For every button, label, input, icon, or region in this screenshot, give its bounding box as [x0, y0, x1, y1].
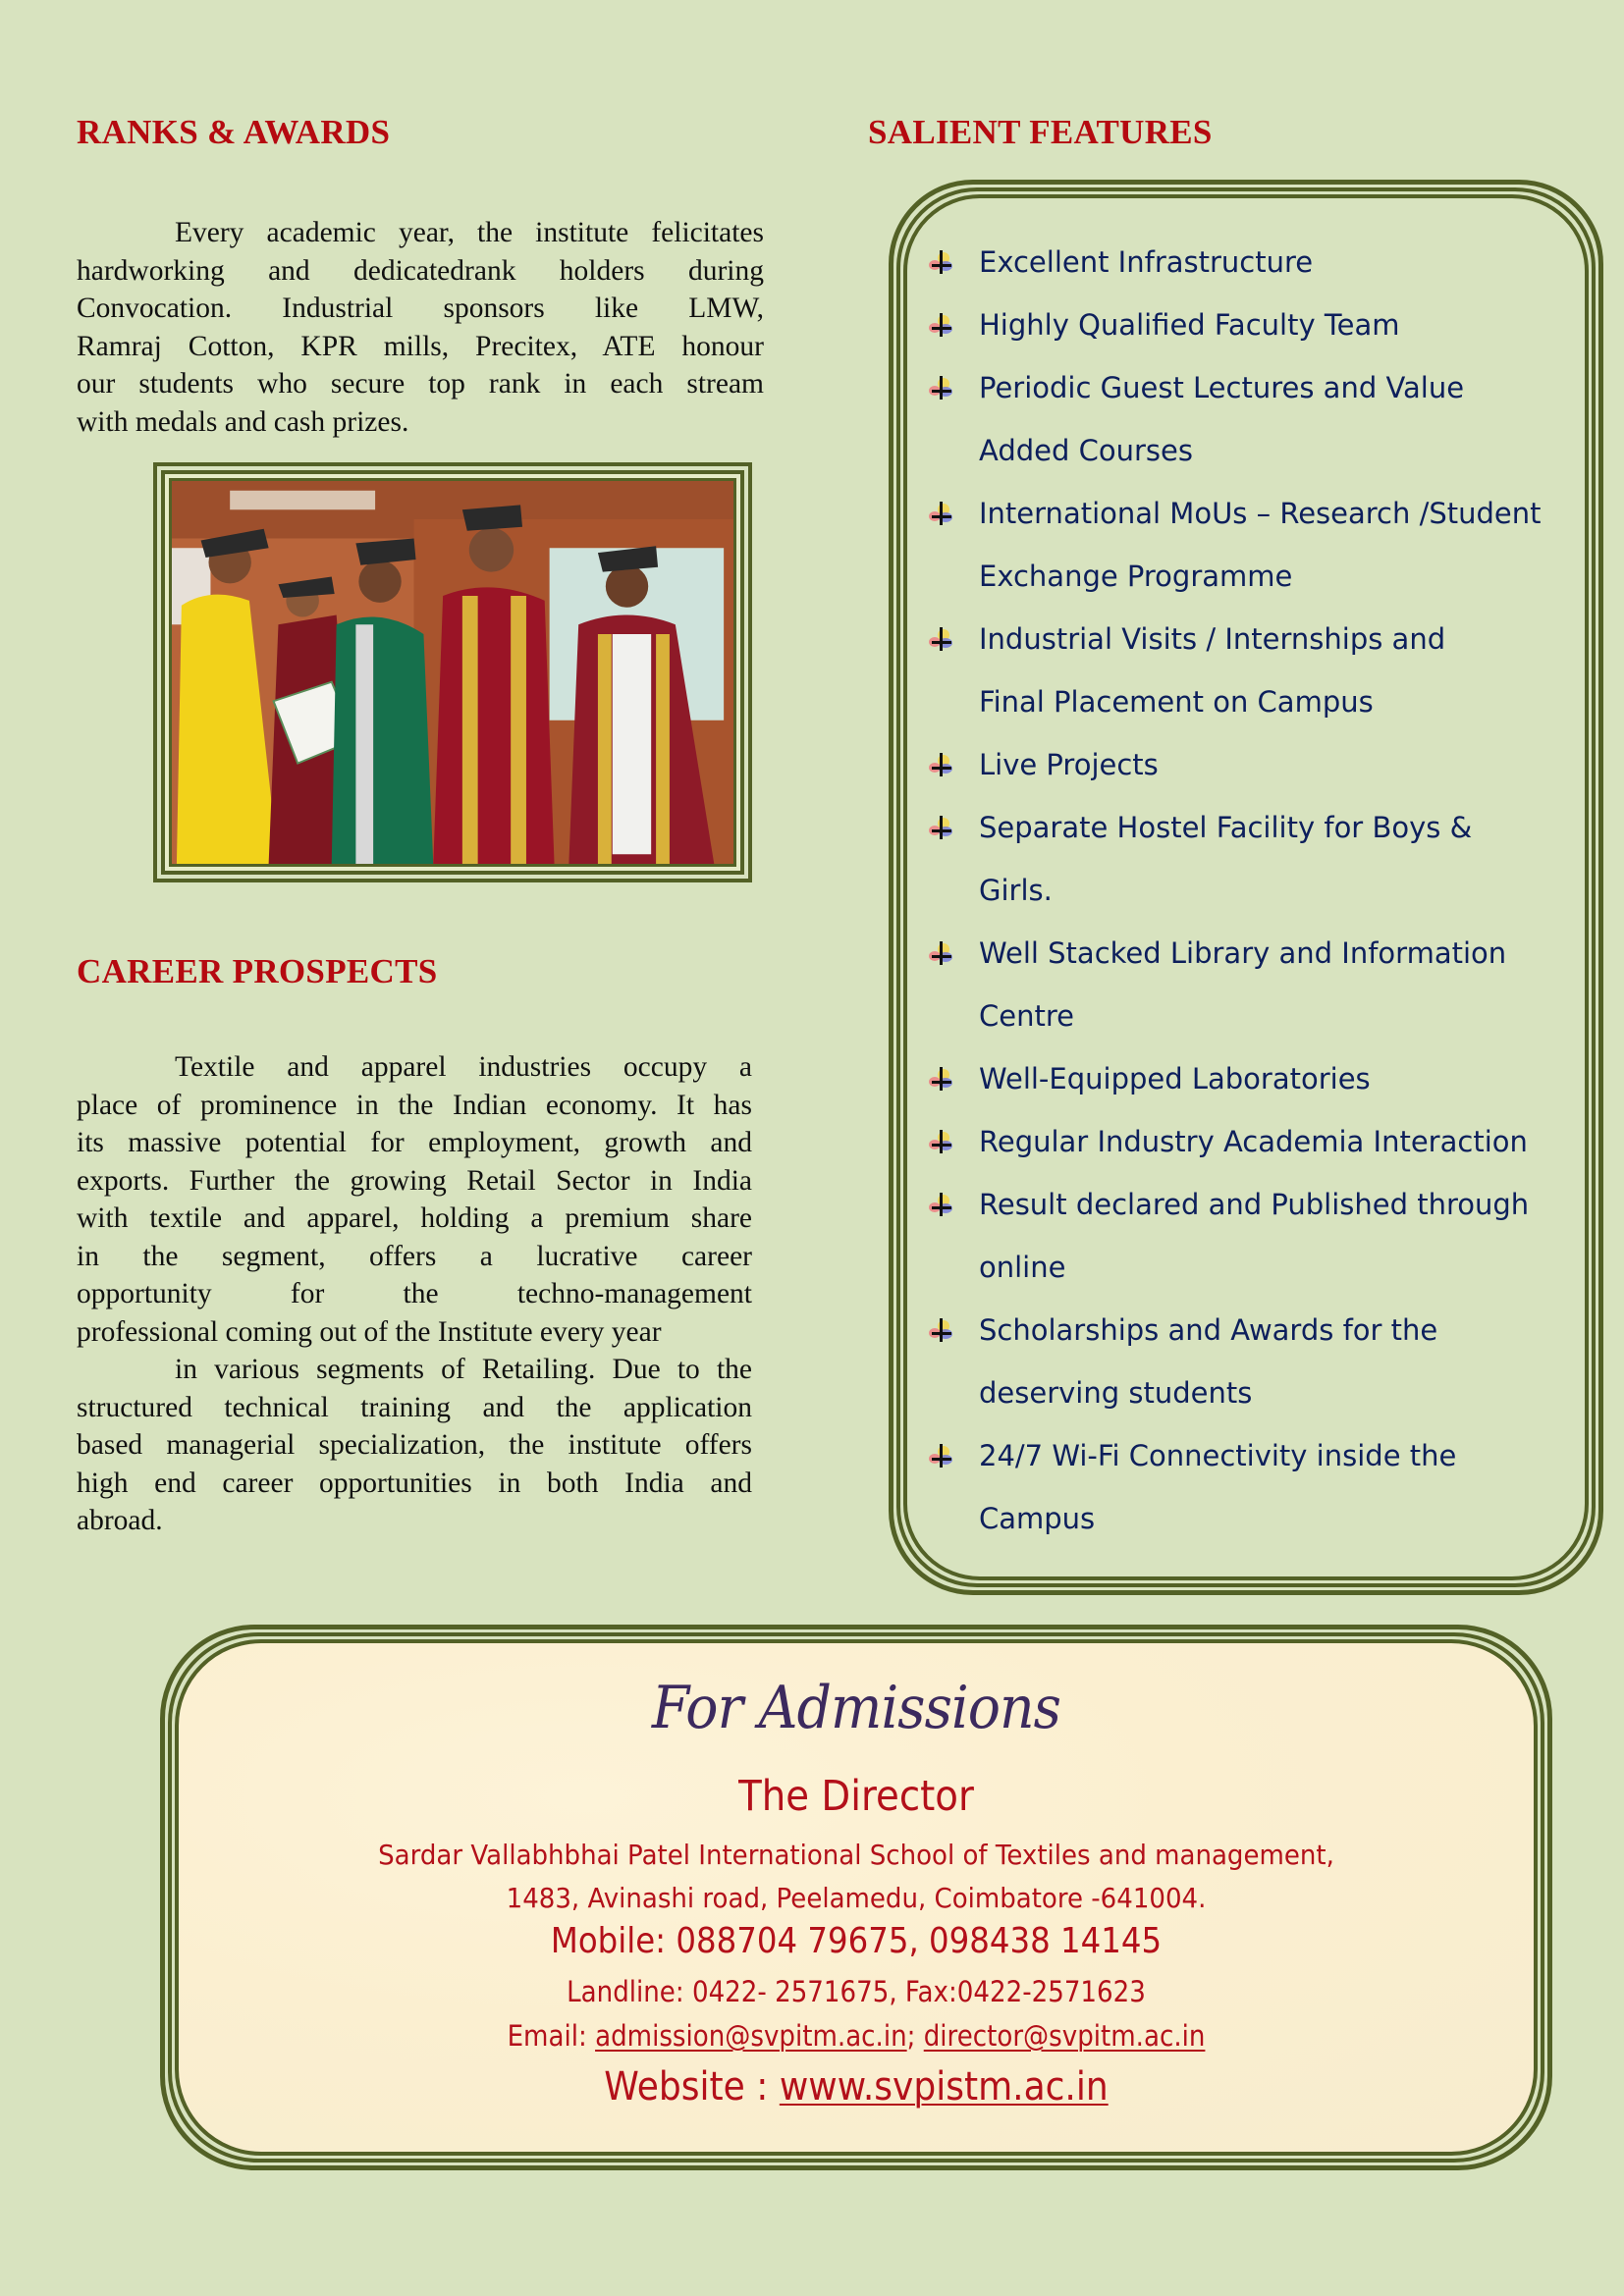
star-bullet-icon [928, 753, 953, 778]
star-bullet-icon [928, 250, 953, 276]
star-bullet-icon [928, 941, 953, 967]
email-line [230, 2019, 1483, 2053]
contact-person: The Director [738, 1772, 974, 1821]
website-link[interactable]: www.svpistm.ac.in [779, 2064, 1109, 2109]
feature-item: Well-Equipped Laboratories [928, 1047, 1596, 1110]
admissions-content [160, 1625, 1552, 2170]
salient-features-heading: SALIENT FEATURES [868, 113, 1213, 151]
career-prospects-paragraph [77, 1048, 752, 1540]
feature-item: Live Projects [928, 733, 1596, 796]
paragraph-line: with textile and apparel, holding a premium share [77, 1202, 752, 1234]
paragraph-line: structured technical training and the application [77, 1391, 752, 1423]
paragraph-line: exports. Further the growing Retail Sector in India [77, 1164, 752, 1197]
feature-item: Result declared and Published through online [928, 1173, 1596, 1299]
paragraph-line: Every academic year, the institute felicitates [175, 217, 764, 248]
convocation-photo-frame [153, 462, 752, 882]
salient-features-list [928, 231, 1596, 1550]
ranks-awards-paragraph [77, 214, 764, 441]
paragraph-line: place of prominence in the Indian economy. It has [77, 1089, 752, 1121]
director-email-link[interactable]: director@svpitm.ac.in [923, 2019, 1206, 2053]
star-bullet-icon [928, 1318, 953, 1344]
feature-item: Periodic Guest Lectures and Value Added Courses [928, 356, 1596, 482]
institution-name: Sardar Vallabhbhai Patel International School of Textiles and management, [378, 1839, 1334, 1871]
star-bullet-icon [928, 816, 953, 841]
paragraph-line: hardworking and dedicatedrank holders during [77, 254, 764, 287]
feature-item: Excellent Infrastructure [928, 231, 1596, 294]
website-label: Website : [604, 2064, 780, 2109]
star-bullet-icon [928, 502, 953, 527]
paragraph-line: based managerial specialization, the institute offers [77, 1429, 752, 1461]
star-bullet-icon [928, 376, 953, 401]
website-line [230, 2064, 1483, 2109]
paragraph-line: abroad. [77, 1505, 163, 1536]
paragraph-line: in various segments of Retailing. Due to the [175, 1354, 752, 1385]
feature-item: 24/7 Wi-Fi Connectivity inside the Campus [928, 1424, 1596, 1550]
paragraph-line: its massive potential for employment, growth and [77, 1127, 752, 1158]
ranks-awards-heading: RANKS & AWARDS [77, 113, 391, 151]
paragraph-line: in the segment, offers a lucrative career [77, 1240, 752, 1272]
feature-item: Separate Hostel Facility for Boys & Girls. [928, 796, 1596, 922]
feature-item: Well Stacked Library and Information Centre [928, 922, 1596, 1047]
paragraph-line: opportunity for the techno-management [77, 1278, 752, 1309]
star-bullet-icon [928, 1444, 953, 1469]
mobile-numbers: Mobile: 088704 79675, 098438 14145 [550, 1921, 1163, 1961]
star-bullet-icon [928, 1193, 953, 1218]
paragraph-line: high end career opportunities in both India and [77, 1467, 752, 1499]
feature-item: Scholarships and Awards for the deserving students [928, 1299, 1596, 1424]
email-label: Email: [507, 2019, 596, 2053]
paragraph-line: with medals and cash prizes. [77, 405, 409, 438]
feature-item: Regular Industry Academia Interaction [928, 1110, 1596, 1173]
paragraph-line: our students who secure top rank in each stream [77, 368, 764, 400]
feature-item: International MoUs – Research /Student Exchange Programme [928, 482, 1596, 608]
star-bullet-icon [928, 1067, 953, 1093]
star-bullet-icon [928, 627, 953, 653]
paragraph-line: Ramraj Cotton, KPR mills, Precitex, ATE honour [77, 330, 764, 362]
star-bullet-icon [928, 1130, 953, 1155]
paragraph-line: professional coming out of the Institute every year [77, 1315, 662, 1348]
convocation-photo [172, 481, 733, 864]
feature-item: Highly Qualified Faculty Team [928, 294, 1596, 356]
paragraph-line: Textile and apparel industries occupy a [175, 1051, 752, 1083]
landline-fax: Landline: 0422- 2571675, Fax:0422-2571623 [567, 1975, 1146, 2008]
star-bullet-icon [928, 313, 953, 339]
institution-address: 1483, Avinashi road, Peelamedu, Coimbatore -641004. [506, 1882, 1207, 1914]
paragraph-line: Convocation. Industrial sponsors like LMW, [77, 293, 764, 324]
email-separator: ; [906, 2019, 924, 2053]
feature-item: Industrial Visits / Internships and Final Placement on Campus [928, 608, 1596, 733]
admission-email-link[interactable]: admission@svpitm.ac.in [595, 2019, 907, 2053]
career-prospects-heading: CAREER PROSPECTS [77, 952, 438, 990]
admissions-title: For Admissions [651, 1674, 1061, 1742]
